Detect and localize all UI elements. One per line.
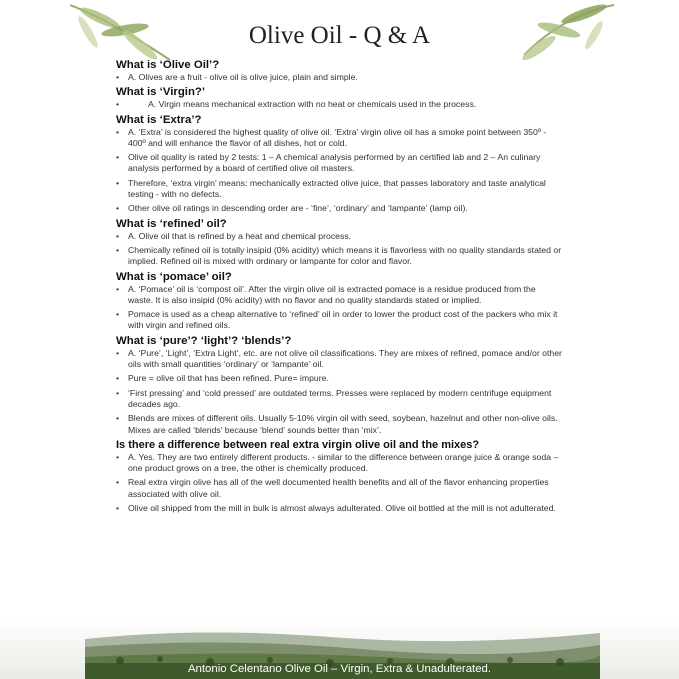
bullet-icon: • — [116, 309, 120, 320]
list-item: • Pomace is used as a cheap alternative to ‘refined’ oil in order to lower the product cost of the packers who mix it with virgin and refined oils. — [116, 309, 558, 331]
question-heading: What is ‘pure’? ‘light’? ‘blends’? — [116, 334, 292, 347]
list-item: • Therefore, ‘extra virgin’ means: mechanically extracted olive juice, that passes laboratory and taste analytical testing - with no defects. — [116, 177, 546, 200]
list-item: • Chemically refined oil is totally insipid (0% acidity) which means it is flavorless with no quality standards stated or implied. Refined oil is mixed with ordinary or lampante for color and flavor. — [116, 244, 562, 267]
question-heading: What is ‘Virgin?’ — [116, 86, 206, 99]
bullet-icon: • — [116, 99, 120, 110]
qa-content — [116, 57, 562, 517]
list-item: • A. ‘Extra’ is considered the highest quality of olive oil. ‘Extra’ virgin olive oil has a smoke point between 350º - 400º and will enhance the flavor of all dishes, hot or cold. — [116, 126, 547, 148]
answer-list — [116, 72, 562, 83]
bullet-icon: • — [116, 244, 120, 255]
list-item: • Real extra virgin olive has all of the well documented health benefits and all of the flavor enhancing properties associated with olive oil. — [116, 477, 549, 499]
question-heading: What is ‘pomace’ oil? — [116, 270, 232, 283]
list-item: • ‘First pressing’ and ‘cold pressed’ are outdated terms. Presses were replaced by modern centrifuge equipment decades ago. — [116, 387, 552, 409]
list-item: • Pure = olive oil that has been refined. Pure= impure. — [116, 373, 329, 384]
answer-list — [116, 127, 562, 215]
list-item: • Other olive oil ratings in descending order are - ‘fine’, ‘ordinary’ and ‘lampante’ (lamp oil). — [116, 203, 468, 214]
bullet-icon: • — [116, 283, 120, 294]
list-item: • Blends are mixes of different oils. Usually 5-10% virgin oil with seed, soybean, hazelnut and other non-olive oils. Mixes are called ‘blends’ because ‘blend’ sounds better than ‘mix’. — [116, 413, 558, 435]
bullet-icon: • — [116, 413, 120, 424]
list-item: • A. ‘Pure’, ‘Light’, ‘Extra Light’, etc. are not olive oil classifications. They are mixes of refined, pomace and/or other oils with small quantities ‘ordinary’ or ‘lampante’ oil. — [116, 347, 562, 370]
question-heading: What is ‘refined’ oil? — [116, 217, 227, 230]
bullet-icon: • — [116, 152, 120, 163]
bullet-icon: • — [116, 503, 120, 514]
list-item: • Olive oil shipped from the mill in bulk is almost always adulterated. Olive oil bottled at the mill is not adulterated. — [116, 503, 556, 514]
bullet-icon: • — [116, 373, 120, 384]
bullet-icon: • — [116, 451, 120, 462]
answer-list — [116, 348, 562, 436]
bullet-icon: • — [116, 203, 120, 214]
list-item: • A. Olives are a fruit - olive oil is olive juice, plain and simple. — [116, 72, 358, 82]
answer-list — [116, 284, 562, 332]
footer-tagline: Antonio Celentano Olive Oil – Virgin, Extra & Unadulterated. — [187, 663, 492, 675]
list-item: • A. ‘Pomace’ oil is ‘compost oil’. After the virgin olive oil is extracted pomace is a residue produced from the waste. It is also insipid (0% acidity) with no flavor and no quality standards stated or implied. — [116, 283, 536, 305]
question-heading: Is there a difference between real extra virgin olive oil and the mixes? — [116, 438, 480, 451]
list-item: • Olive oil quality is rated by 2 tests: 1 – A chemical analysis performed by an certified lab and 2 – An culinary analysis performed by a board of certified olive oil masters. — [116, 152, 541, 174]
answer-list — [116, 452, 562, 514]
question-heading: What is ‘Olive Oil’? — [116, 59, 220, 71]
answer-list — [116, 231, 562, 268]
page-title: Olive Oil - Q & A — [248, 22, 431, 49]
bullet-icon: • — [116, 347, 120, 358]
list-item: • A. Olive oil that is refined by a heat and chemical process. — [116, 230, 352, 241]
bullet-icon: • — [116, 387, 120, 398]
question-heading: What is ‘Extra’? — [116, 113, 202, 126]
answer-list — [116, 99, 562, 110]
bullet-icon: • — [116, 477, 120, 488]
bullet-icon: • — [116, 230, 120, 241]
bullet-icon: • — [116, 72, 120, 82]
list-item: • A. Yes. They are two entirely different products. - similar to the difference between orange juice & orange soda – one product grows on a tree, the other is chemically produced. — [116, 451, 559, 474]
list-item: • A. Virgin means mechanical extraction with no heat or chemicals used in the process. — [116, 99, 477, 110]
bullet-icon: • — [116, 177, 120, 188]
bullet-icon: • — [116, 126, 120, 137]
